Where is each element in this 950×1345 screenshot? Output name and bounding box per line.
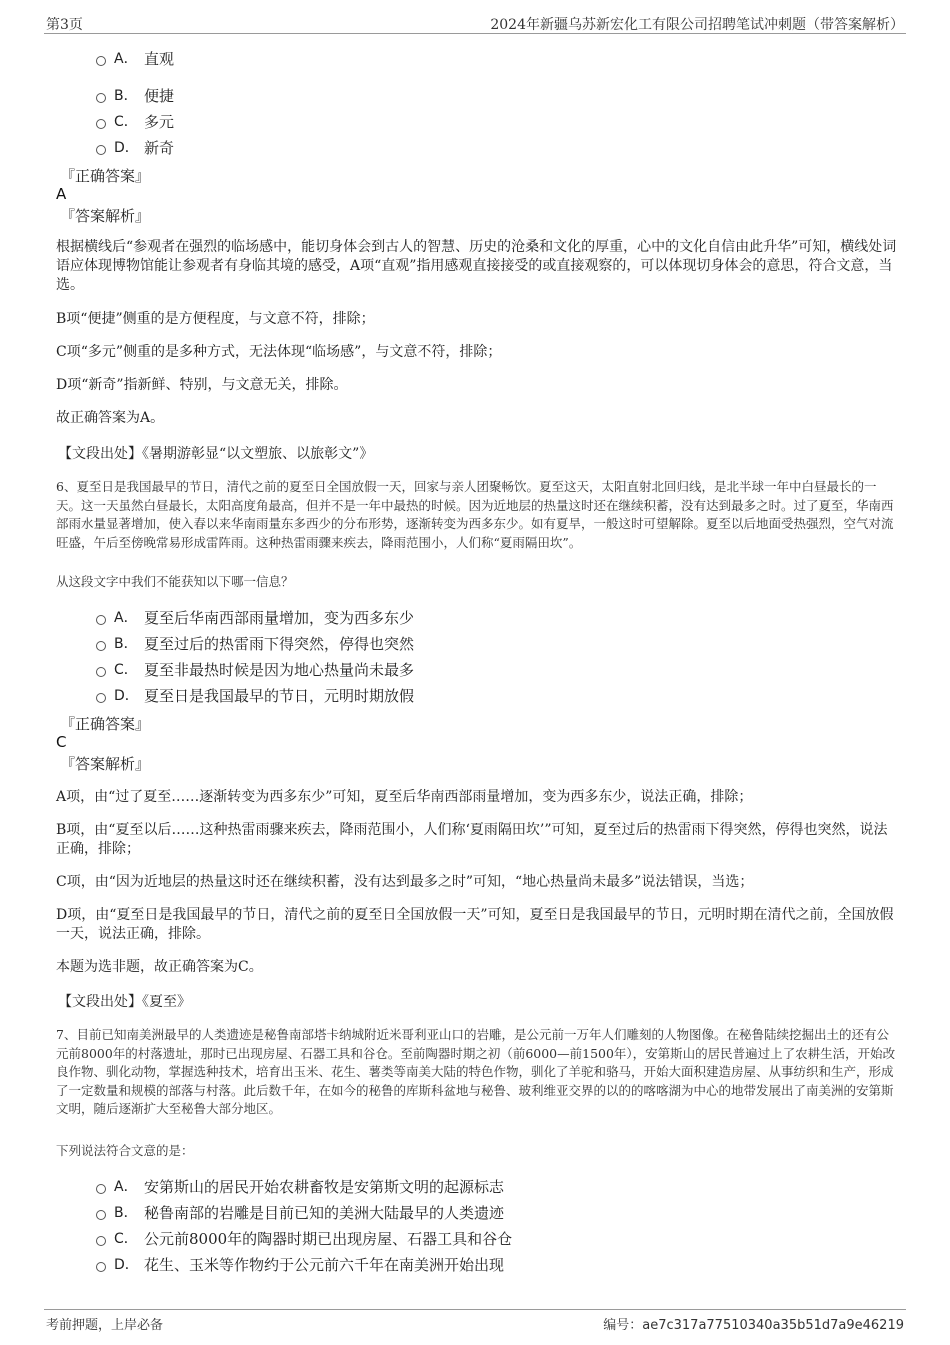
q6-option-b[interactable]: B． 夏至过后的热雷雨下得突然，停得也突然 — [96, 632, 414, 654]
radio-icon[interactable] — [96, 1262, 106, 1272]
analysis-paragraph: B项“便捷”侧重的是方便程度，与文意不符，排除； — [56, 311, 375, 327]
q6-option-a[interactable]: A． 夏至后华南西部雨量增加，变为西多东少 — [96, 606, 414, 628]
q5-option-b[interactable]: B． 便捷 — [96, 84, 174, 106]
document-id: 编号：ae7c317a77510340a35b51d7a9e46219 — [603, 1318, 904, 1333]
radio-icon[interactable] — [96, 1236, 106, 1246]
radio-icon[interactable] — [96, 1184, 106, 1194]
question-prompt: 从这段文字中我们不能获知以下哪一信息？ — [56, 574, 294, 589]
analysis-conclusion: 故正确答案为A。 — [56, 410, 165, 426]
footer-slogan: 考前押题，上岸必备 — [46, 1318, 164, 1333]
radio-icon[interactable] — [96, 667, 106, 677]
q6-option-d[interactable]: D． 夏至日是我国最早的节日，元明时期放假 — [96, 684, 414, 706]
q7-option-d[interactable]: D． 花生、玉米等作物约于公元前六千年在南美洲开始出现 — [96, 1253, 504, 1275]
q5-option-a[interactable]: A． 直观 — [96, 47, 174, 69]
document-title: 2024年新疆乌苏新宏化工有限公司招聘笔试冲刺题（带答案解析） — [490, 17, 904, 33]
answer-value: C — [56, 733, 67, 751]
question-passage: 6、夏至日是我国最早的节日，清代之前的夏至日全国放假一天，回家与亲人团聚畅饮。夏至这天，太阳直射北回归线，是北半球一年中白昼最长的一天。这一天虽然白昼最长，太阳高度角最高，但并不是一年中最热的时候。因为近地层的热量这时还在继续积蓄，没有达到最多之时。过了夏至，华南西部雨水量显著增加，使入春以来华南雨量东多西少的分布形势，逐渐转变为西多东少。如有夏旱，一般这时可望解除。夏至以后地面受热强烈，空气对流旺盛，午后至傍晚常易形成雷阵雨。这种热雷雨骤来疾去，降雨范围小，人们称“夏雨隔田坎”。 — [56, 479, 894, 550]
analysis-paragraph: A项，由“过了夏至……逐渐转变为西多东少”可知，夏至后华南西部雨量增加，变为西多东少，说法正确，排除； — [56, 789, 753, 805]
analysis-paragraph: C项“多元”侧重的是多种方式，无法体现“临场感”，与文意不符，排除； — [56, 344, 502, 360]
analysis-label: 『答案解析』 — [60, 207, 151, 225]
q7-option-a[interactable]: A． 安第斯山的居民开始农耕畜牧是安第斯文明的起源标志 — [96, 1175, 504, 1197]
analysis-paragraph: 根据横线后“参观者在强烈的临场感中，能切身体会到古人的智慧、历史的沧桑和文化的厚重，心中的文化自信由此升华”可知，横线处词语应体现博物馆能让参观者有身临其境的感受，A项“直观”指用感观直接接受的或直接观察的，可以体现切身体会的意思，符合文意，当选。 — [56, 239, 897, 293]
radio-icon[interactable] — [96, 1210, 106, 1220]
radio-icon[interactable] — [96, 641, 106, 651]
analysis-conclusion: 本题为选非题，故正确答案为C。 — [56, 959, 263, 975]
radio-icon[interactable] — [96, 56, 106, 66]
q6-option-c[interactable]: C． 夏至非最热时候是因为地心热量尚未最多 — [96, 658, 414, 680]
question-passage: 7、目前已知南美洲最早的人类遗迹是秘鲁南部塔卡纳城附近米哥利亚山口的岩雕，是公元前一万年人们雕刻的人物图像。在秘鲁陆续挖掘出土的还有公元前8000年的村落遗址，那时已出现房屋、石器工具和谷仓。至前陶器时期之初（前6000—前1500年），安第斯山的居民普遍过上了农耕生活，开始改良作物、驯化动物，掌握选种技术，培育出玉米、花生、薯类等南美大陆的特色作物，驯化了羊驼和骆马，开始大面积建造房屋、从事纺织和生产，形成了一定数量和规模的部落与村落。此后数千年，在如今的秘鲁的库斯科盆地与秘鲁、玻利维亚交界的以的的喀喀湖为中心的地带发展出了南美洲的安第斯文明，随后逐渐扩大至秘鲁大部分地区。 — [56, 1027, 896, 1116]
analysis-paragraph: C项，由“因为近地层的热量这时还在继续积蓄，没有达到最多之时”可知，“地心热量尚未最多”说法错误，当选； — [56, 874, 754, 890]
analysis-paragraph: D项，由“夏至日是我国最早的节日，清代之前的夏至日全国放假一天”可知，夏至日是我国最早的节日，元明时期在清代之前，全国放假一天，说法正确，排除。 — [56, 907, 894, 942]
analysis-paragraph: B项，由“夏至以后……这种热雷雨骤来疾去，降雨范围小，人们称‘夏雨隔田坎’”可知，夏至过后的热雷雨下得突然，停得也突然，说法正确，排除； — [56, 822, 888, 857]
radio-icon[interactable] — [96, 119, 106, 129]
analysis-paragraph: D项“新奇”指新鲜、特别，与文意无关，排除。 — [56, 377, 348, 393]
q5-option-c[interactable]: C． 多元 — [96, 110, 174, 132]
answer-label: 『正确答案』 — [60, 715, 151, 733]
passage-source: 【文段出处】《夏至》 — [58, 994, 191, 1010]
answer-value: A — [56, 185, 67, 203]
q7-option-b[interactable]: B． 秘鲁南部的岩雕是目前已知的美洲大陆最早的人类遗迹 — [96, 1201, 504, 1223]
page-number: 第3页 — [46, 17, 83, 33]
passage-source: 【文段出处】《暑期游彰显“以文塑旅、以旅彰文”》 — [58, 446, 374, 462]
analysis-label: 『答案解析』 — [60, 755, 151, 773]
answer-label: 『正确答案』 — [60, 167, 151, 185]
header-divider — [44, 33, 906, 34]
q7-option-c[interactable]: C． 公元前8000年的陶器时期已出现房屋、石器工具和谷仓 — [96, 1227, 512, 1249]
question-prompt: 下列说法符合文意的是： — [56, 1143, 194, 1158]
footer-divider — [44, 1309, 906, 1310]
q5-option-d[interactable]: D． 新奇 — [96, 136, 174, 158]
radio-icon[interactable] — [96, 93, 106, 103]
radio-icon[interactable] — [96, 693, 106, 703]
radio-icon[interactable] — [96, 615, 106, 625]
radio-icon[interactable] — [96, 145, 106, 155]
